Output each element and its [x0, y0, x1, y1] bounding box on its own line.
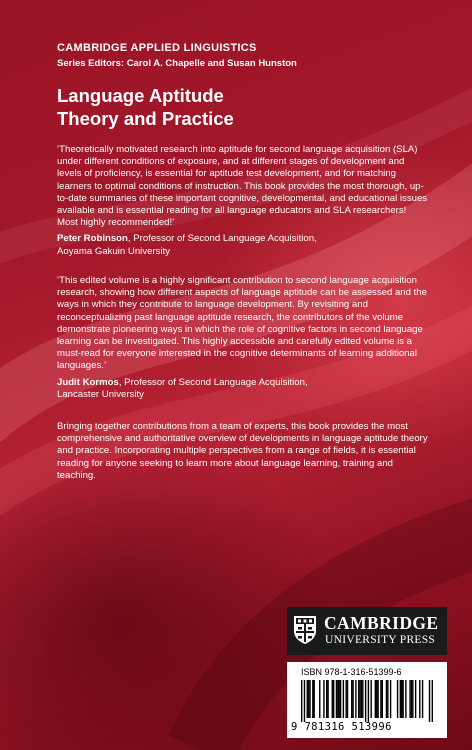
barcode-bar [355, 680, 356, 718]
quote-author-role: , Professor of Second Language Acquisition, [118, 376, 308, 388]
barcode-bar [402, 680, 403, 718]
barcode-bar [422, 680, 423, 718]
barcode-bar [362, 680, 363, 718]
barcode-bar [386, 680, 387, 718]
barcode-bar [307, 680, 308, 718]
publisher-logo [287, 607, 447, 655]
barcode-bar [365, 680, 366, 722]
barcode-bar [358, 680, 359, 718]
barcode-bar [301, 680, 302, 722]
barcode-bar [323, 680, 324, 718]
quote-affiliation: Lancaster University [57, 388, 144, 400]
barcode-bar [370, 680, 371, 718]
book-title-line1: Language Aptitude [57, 85, 224, 106]
barcode-bar [343, 680, 344, 718]
barcode-bar [327, 680, 328, 718]
endorsement-quote-1 [57, 144, 429, 258]
barcode-bar [405, 680, 406, 718]
barcode-bar [412, 680, 413, 718]
publisher-name: CAMBRIDGE [324, 613, 439, 633]
quote-text: ‘This edited volume is a highly significant contribution to second language acquisition research, showing how different aspects of language aptitude can be assessed and the ways in which they contribute to language development. By revisiting and reconceptualizing past language aptitude research, the contributors of the volume demonstrate pioneering ways in which the role of cognitive factors in second language learning can be investigated. This highly accessible and carefully edited volume is a must-read for everyone interested in the cognitive determinants of learning additional languages.’ [57, 275, 427, 372]
barcode-bar [377, 680, 378, 718]
barcode-bar [352, 680, 353, 718]
barcode-bar [382, 680, 383, 718]
barcode-bar [380, 680, 381, 718]
book-description [57, 421, 429, 482]
barcode-bar [326, 680, 327, 718]
barcode-bar [314, 680, 315, 718]
quote-author: Peter Robinson [57, 233, 128, 245]
barcode-bar [340, 680, 341, 718]
quote-attribution [57, 377, 429, 401]
barcode-bar [432, 680, 433, 722]
barcode-bar [309, 680, 310, 718]
barcode-bar [387, 680, 388, 718]
barcode-bar [411, 680, 412, 718]
barcode-bar [333, 680, 334, 718]
quote-affiliation: Aoyama Gakuin University [57, 245, 171, 257]
barcode-bar [401, 680, 402, 718]
publisher-subname: UNIVERSITY PRESS [325, 634, 436, 646]
barcode-bar [332, 680, 333, 718]
barcode-bar [319, 680, 320, 718]
barcode-bar [337, 680, 338, 718]
barcode-bar [375, 680, 376, 718]
book-title-line2: Theory and Practice [57, 108, 234, 129]
barcode-bar [345, 680, 346, 718]
barcode-bar [368, 680, 369, 722]
description-text: Bringing together contributions from a team of experts, this book provides the most comprehensive and authoritative overview of developments in language aptitude theory and practice. Incorporating multiple perspectives from a range of fields, it is essential reading for anyone seeking to learn more about language learning, training and teaching. [57, 421, 428, 481]
isbn-text: ISBN 978-1-316-51399-6 [301, 667, 402, 677]
barcode-bar [347, 680, 348, 718]
series-editors: Series Editors: Carol A. Chapelle and Susan Hunston [57, 58, 297, 69]
barcode-panel [287, 662, 447, 738]
barcode-bar [415, 680, 416, 718]
barcode-bar [339, 680, 340, 718]
barcode-bar [376, 680, 377, 718]
quote-author: Judit Kormos [57, 376, 119, 388]
barcode-bar [359, 680, 360, 718]
barcode-bar [429, 680, 430, 722]
barcode-bar [400, 680, 401, 718]
quote-attribution [57, 233, 429, 257]
barcode-bar [390, 680, 391, 718]
barcode-bar [419, 680, 420, 718]
book-title [57, 84, 234, 130]
barcode-bar [409, 680, 410, 718]
quote-author-role: , Professor of Second Language Acquisition, [127, 233, 317, 245]
barcode-bar [351, 680, 352, 718]
barcode-digits: 9 781316 513996 [291, 721, 392, 733]
barcode-bar [361, 680, 362, 718]
barcode-bar [308, 680, 309, 718]
series-name: CAMBRIDGE APPLIED LINGUISTICS [57, 42, 257, 54]
quote-text: ‘Theoretically motivated research into aptitude for second language acquisition (SLA) under different conditions of exposure, and at different stages of development and levels of proficiency, is essential for aptitude test development, and for matching learners to optimal conditions of instruction. This book provides the most thorough, up-to-date summaries of these important cognitive, developmental, and educational issues available and is essential reading for all language educators and SLA researchers! Most highly recommended!’ [57, 144, 428, 229]
barcode [301, 680, 433, 722]
barcode-bar [397, 680, 398, 718]
endorsement-quote-2 [57, 275, 429, 401]
barcode-bar [304, 680, 305, 722]
university-crest-icon [293, 615, 317, 645]
barcode-bar [336, 680, 337, 718]
barcode-bar [312, 680, 313, 718]
